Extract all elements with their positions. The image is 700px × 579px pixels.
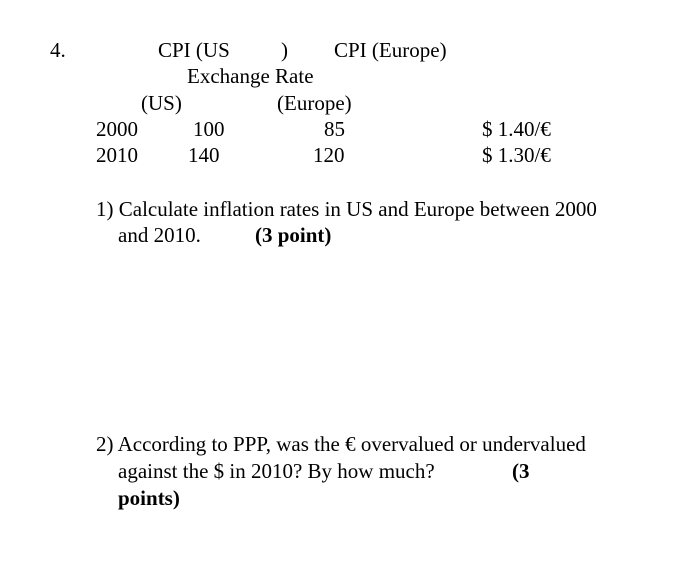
header-exchange-rate: Exchange Rate — [187, 64, 314, 88]
row-exchange-rate: $ 1.30/€ — [482, 143, 551, 167]
header-sub-us: (US) — [141, 91, 182, 115]
part2-question-line2: against the $ in 2010? By how much? — [118, 459, 435, 483]
row-year: 2010 — [96, 143, 138, 167]
part1-question-line2: and 2010. — [118, 223, 201, 247]
row-cpi-europe: 85 — [324, 117, 345, 141]
part2-points-a: (3 — [512, 459, 530, 483]
header-cpi-europe: CPI (Europe) — [334, 38, 447, 62]
header-sub-europe: (Europe) — [277, 91, 352, 115]
question-number: 4. — [50, 38, 66, 62]
row-cpi-us: 140 — [188, 143, 220, 167]
row-year: 2000 — [96, 117, 138, 141]
header-cpi-us: CPI (US — [158, 38, 230, 62]
part2-points-b: points) — [118, 486, 180, 510]
row-cpi-us: 100 — [193, 117, 225, 141]
part1-question-line1: 1) Calculate inflation rates in US and Europe between 2000 — [96, 197, 597, 221]
header-cpi-us-close-paren: ) — [281, 38, 288, 62]
part2-question-line1: 2) According to PPP, was the € overvalued or undervalued — [96, 432, 586, 456]
row-exchange-rate: $ 1.40/€ — [482, 117, 551, 141]
part1-points: (3 point) — [255, 223, 332, 247]
row-cpi-europe: 120 — [313, 143, 345, 167]
